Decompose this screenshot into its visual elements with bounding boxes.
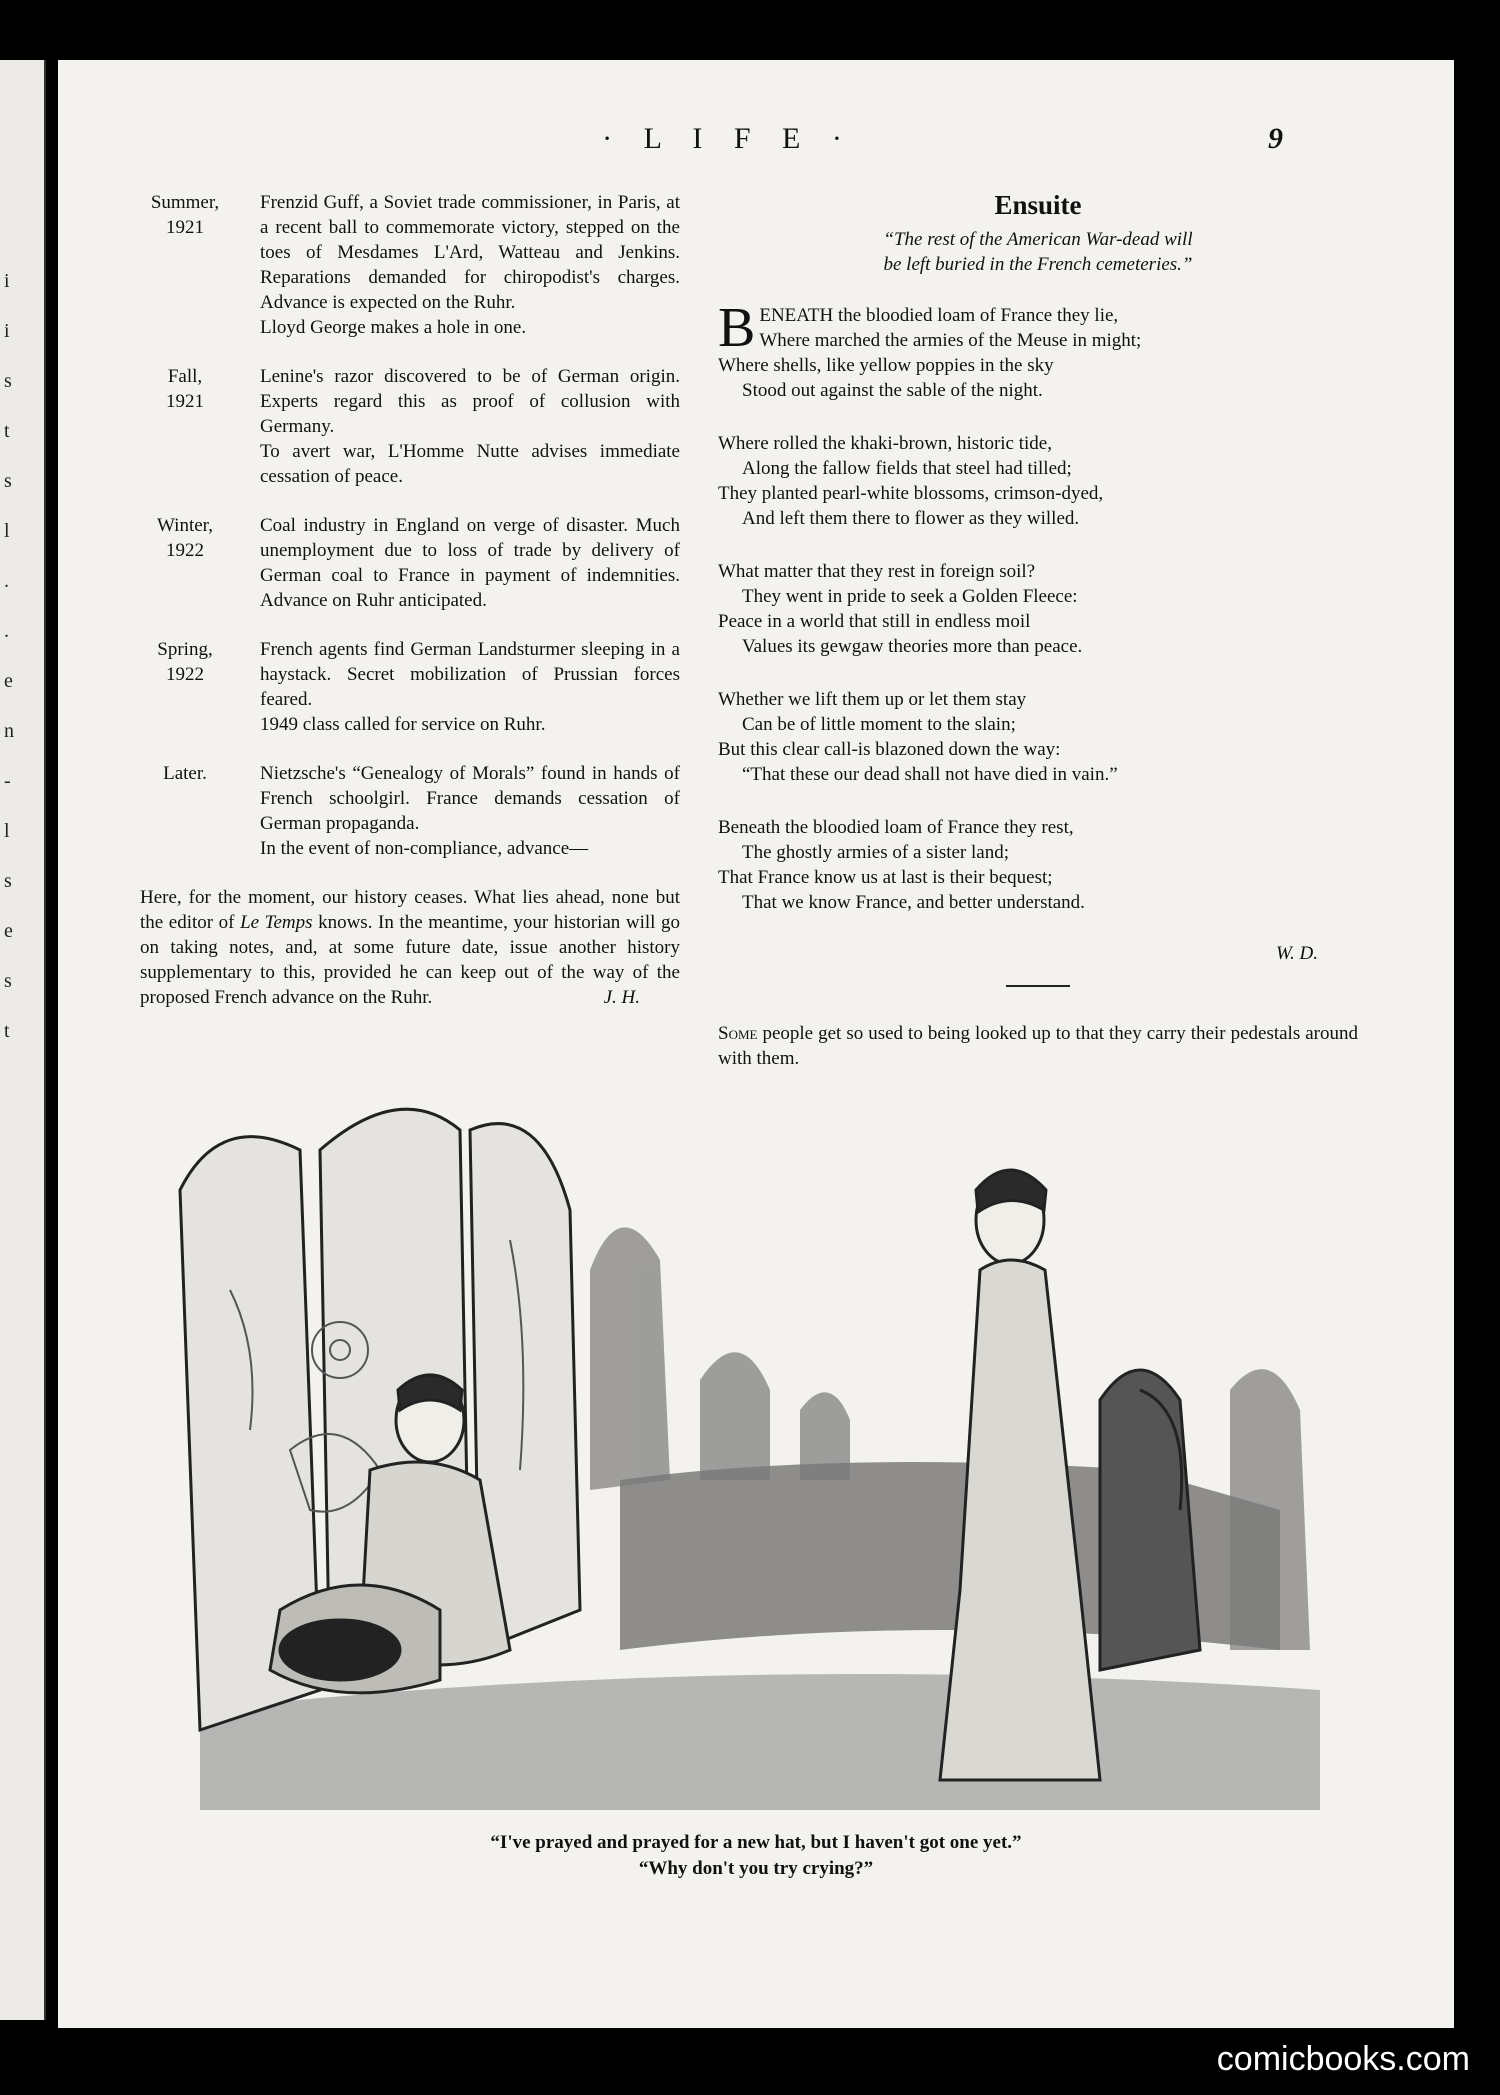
poem-line: What matter that they rest in foreign soil? — [718, 561, 1036, 582]
poem-line: They went in pride to seek a Golden Fleece: — [742, 586, 1078, 607]
poem-line: That France know us at last is their bequest; — [718, 867, 1053, 888]
poem-line: Peace in a world that still in endless moil — [718, 611, 1031, 632]
timeline-text: Coal industry in England on verge of disaster. Much unemployment due to loss of trade by delivery of German coal to France in payment of indemnities. Advance on Ruhr anticipated. — [260, 515, 680, 611]
timeline-entry — [140, 513, 680, 613]
poem-line: “That these our dead shall not have died in vain.” — [742, 764, 1118, 785]
timeline-date: Spring, 1922 — [157, 639, 213, 685]
timeline-text: 1949 class called for service on Ruhr. — [260, 714, 546, 735]
timeline-date: Summer, 1921 — [150, 192, 220, 238]
prev-page-fragment: t — [4, 420, 10, 442]
poem-line: That we know France, and better understand. — [742, 892, 1085, 913]
prev-page-fragment: i — [4, 320, 10, 342]
poem-line: Along the fallow fields that steel had tilled; — [742, 458, 1072, 479]
timeline-text: In the event of non-compliance, advance— — [260, 838, 589, 859]
history-signature: J. H. — [603, 987, 640, 1008]
site-watermark: comicbooks.com — [1216, 2040, 1470, 2078]
prev-page-fragment: n — [4, 720, 14, 742]
timeline-date: Fall, 1921 — [166, 366, 204, 412]
prev-page-fragment: . — [4, 620, 9, 642]
history-column — [140, 190, 680, 1029]
timeline-text: Lenine's razor discovered to be of German origin. Experts regard this as proof of collusion with Germany. — [260, 366, 680, 437]
cartoon-caption — [58, 1830, 1454, 1882]
quip-paragraph: Some people get so used to being looked up to that they carry their pedestals around with them. — [718, 1023, 1358, 1069]
prev-page-fragment: l — [4, 520, 10, 542]
poem-stanza — [718, 687, 1358, 787]
cartoon-illustration — [140, 1090, 1370, 1810]
history-closing: Here, for the moment, our history ceases. What lies ahead, none but the editor of Le Temps knows. In the meantime, your historian will go on taking notes, and, at some future date, issue another history supplementary to this, provided he can keep out of the way of the proposed French advance on the Ruhr. J. H. — [140, 887, 681, 1008]
prev-page-fragment: i — [4, 270, 10, 292]
timeline-entry — [140, 761, 680, 861]
poem-title: Ensuite — [994, 190, 1082, 220]
caption-line-2: “Why don't you try crying?” — [638, 1858, 874, 1879]
timeline-text: Nietzsche's “Genealogy of Morals” found in hands of French schoolgirl. France demands cessation of German propaganda. — [260, 763, 680, 834]
poem-line: Values its gewgaw theories more than peace. — [742, 636, 1083, 657]
poem-stanza — [718, 431, 1358, 531]
poem-line: Whether we lift them up or let them stay — [718, 689, 1027, 710]
poem-line: Stood out against the sable of the night. — [742, 380, 1043, 401]
prev-page-fragment: l — [4, 820, 10, 842]
timeline-date: Later. — [163, 763, 207, 784]
prev-page-fragment: s — [4, 870, 12, 892]
page-header — [58, 122, 1454, 162]
poem-line: Can be of little moment to the slain; — [742, 714, 1016, 735]
poem-line: Where shells, like yellow poppies in the sky — [718, 355, 1054, 376]
prev-page-fragment: s — [4, 470, 12, 492]
prev-page-fragment: . — [4, 570, 9, 592]
previous-page-edge — [0, 60, 46, 2020]
prev-page-fragment: t — [4, 1020, 10, 1042]
poem-signature: W. D. — [1275, 943, 1318, 964]
poem-line: And left them there to flower as they willed. — [742, 508, 1080, 529]
caption-line-1: “I've prayed and prayed for a new hat, but I haven't got one yet.” — [490, 1832, 1022, 1853]
poem-line: They planted pearl-white blossoms, crimson-dyed, — [718, 483, 1104, 504]
poem-line: Where rolled the khaki-brown, historic tide, — [718, 433, 1052, 454]
magazine-title: · L I F E · — [602, 122, 854, 155]
timeline-text: Lloyd George makes a hole in one. — [260, 317, 527, 338]
drop-cap: B — [718, 297, 756, 359]
magazine-page — [58, 60, 1454, 2028]
section-divider — [1006, 985, 1070, 987]
poem-stanza — [718, 559, 1358, 659]
timeline — [140, 190, 680, 861]
poem-epigraph: “The rest of the American War-dead will be left buried in the French cemeteries.” — [883, 229, 1193, 275]
timeline-text: Frenzid Guff, a Soviet trade commissioner, in Paris, at a recent ball to commemorate victory, stepped on the toes of Mesdames L'Ard, Watteau and Jenkins. Reparations demanded for chiropodist's charges. Advance is expected on the Ruhr. — [260, 192, 680, 313]
poem-line: The ghostly armies of a sister land; — [742, 842, 1009, 863]
page-number: 9 — [1268, 122, 1283, 155]
timeline-entry — [140, 364, 680, 489]
prev-page-fragment: e — [4, 670, 13, 692]
prev-page-fragment: s — [4, 370, 12, 392]
timeline-entry — [140, 637, 680, 737]
poem-body — [718, 297, 1358, 915]
prev-page-fragment: - — [4, 770, 11, 792]
poem-line: But this clear call-is blazoned down the way: — [718, 739, 1061, 760]
poem-stanza — [718, 297, 1358, 403]
prev-page-fragment: s — [4, 970, 12, 992]
poem-stanza — [718, 815, 1358, 915]
timeline-text: To avert war, L'Homme Nutte advises immediate cessation of peace. — [260, 441, 680, 487]
timeline-date: Winter, 1922 — [157, 515, 213, 561]
poem-line: Where marched the armies of the Meuse in might; — [759, 330, 1142, 351]
poem-line: BENEATH the bloodied loam of France they lie, — [718, 297, 1119, 359]
prev-page-fragment: e — [4, 920, 13, 942]
timeline-text: French agents find German Landsturmer sleeping in a haystack. Secret mobilization of Prussian forces feared. — [260, 639, 680, 710]
poem-line: Beneath the bloodied loam of France they rest, — [718, 817, 1074, 838]
timeline-entry — [140, 190, 680, 340]
poem-column — [718, 190, 1358, 1090]
